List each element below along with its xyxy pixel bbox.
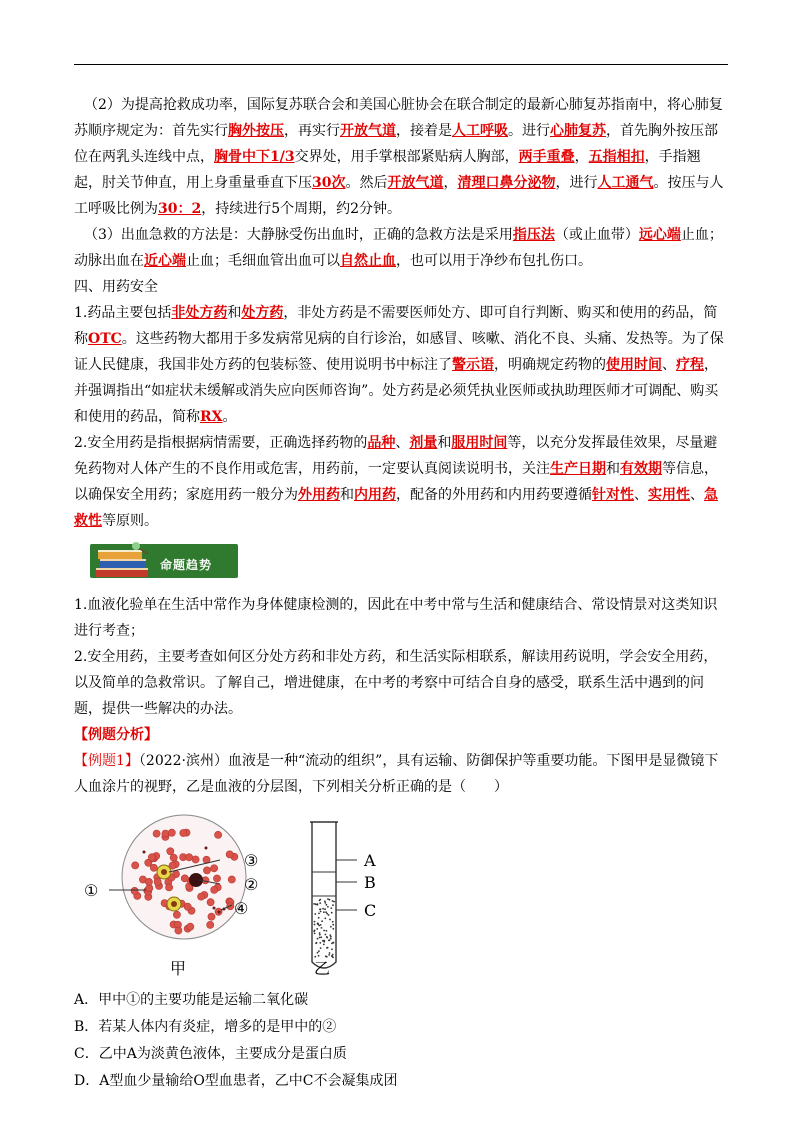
sediment-dot	[316, 928, 318, 930]
sediment-dot	[320, 911, 322, 913]
red-blood-cell	[167, 848, 174, 855]
sediment-dot	[324, 900, 326, 902]
keyword: 针对性	[592, 487, 634, 503]
sediment-dot	[322, 908, 324, 910]
books-icon	[90, 538, 160, 584]
text-run: ，首先胸外按压部位在两乳头连线中点，	[74, 123, 718, 165]
red-blood-cell	[192, 856, 199, 863]
sediment-dot	[317, 952, 319, 954]
keyword: 近心端	[144, 253, 186, 269]
paragraph-bleeding	[74, 222, 728, 274]
sediment-dot	[331, 948, 333, 950]
keyword: 清理口鼻分泌物	[457, 175, 556, 191]
text-run: 。进行	[508, 123, 550, 139]
test-tube	[310, 822, 357, 968]
text-run: 等，以充分发挥最佳效果，尽量避免药物对人体产生的不良作用或危害，用药前，一定要认真阅读说明书，关注	[74, 435, 718, 477]
keyword: 品种	[367, 435, 396, 451]
sediment-dot	[330, 907, 332, 909]
caption-yi: 乙	[314, 959, 331, 978]
sediment-dot	[314, 933, 316, 935]
keyword: OTC	[88, 331, 122, 347]
red-blood-cell	[132, 862, 139, 869]
sediment-dot	[317, 923, 319, 925]
text-run: ，	[574, 149, 589, 165]
badge-label: 命题趋势	[160, 558, 213, 572]
text-run: （2）为提高抢救成功率，国际复苏联合会和美国心脏协会在联合制定的最新心肺复苏指南中，将心肺复苏顺序规定为：首先实行	[74, 97, 723, 139]
red-blood-cell	[207, 921, 214, 928]
sediment-dot	[332, 924, 334, 926]
sediment-dot	[332, 954, 334, 956]
sediment-dot	[325, 934, 327, 936]
option-a: A．甲中①的主要功能是运输二氧化碳	[74, 992, 309, 1008]
sediment-dot	[321, 927, 323, 929]
red-blood-cell	[181, 875, 188, 882]
red-blood-cell	[226, 851, 233, 858]
figures	[74, 812, 728, 987]
option-d: D．A型血少量输给O型血患者，乙中C不会凝集成团	[74, 1073, 398, 1089]
keyword: 远心端	[638, 227, 681, 243]
sediment-dot	[324, 918, 326, 920]
sediment-dot	[317, 938, 319, 940]
keyword: 处方药	[241, 305, 284, 321]
text-run: 等原则。	[102, 513, 158, 529]
keyword: 开放气道	[340, 123, 396, 139]
keyword: 外用药	[298, 487, 340, 503]
label-4: ④	[234, 899, 249, 918]
option-b: B．若某人体内有炎症，增多的是甲中的②	[74, 1019, 337, 1035]
red-blood-cell	[228, 876, 235, 883]
red-blood-cell	[170, 854, 177, 861]
keyword: 有效期	[620, 461, 662, 477]
red-blood-cell	[153, 830, 160, 837]
red-blood-cell	[168, 829, 175, 836]
text-run: ，持续进行5个周期，约2分钟。	[201, 201, 402, 217]
text-run: ，	[443, 175, 458, 191]
heading-drug-safety: 四、用药安全	[74, 279, 158, 295]
keyword: 心肺复苏	[550, 123, 606, 139]
header-rule	[74, 64, 728, 65]
trend-point-2: 2.安全用药，主要考查如何区分处方药和非处方药，和生活实际相联系，解读用药说明，学会安全用药，以及简单的急救常识。了解自己，增进健康，在中考的考察中可结合自身的感受，联系生活中遇到的问题，提供一些解决的办法。	[74, 649, 718, 717]
option-c: C．乙中A为淡黄色液体，主要成分是蛋白质	[74, 1046, 347, 1062]
text-run: 止血；动脉出血在	[74, 227, 723, 269]
sediment-dot	[329, 934, 331, 936]
sediment-dot	[327, 906, 329, 908]
sediment-dot	[317, 903, 319, 905]
text-run: ，非处方药是不需要医师处方、即可自行判断、购买和使用的药品，简称	[74, 305, 718, 347]
keyword: 胸骨中下1/3	[214, 149, 295, 165]
text-run: 和	[227, 305, 242, 321]
red-blood-cell	[215, 831, 222, 838]
text-run: 止血；毛细血管出血可以	[186, 253, 340, 269]
text-run: 2.安全用药是指根据病情需要，正确选择药物的	[74, 435, 368, 451]
red-blood-cell	[154, 878, 161, 885]
red-blood-cell	[187, 923, 194, 930]
text-run: 。然后	[345, 175, 388, 191]
example-tag: 【例题1】	[74, 753, 139, 769]
sediment-dot	[323, 930, 325, 932]
sediment-dot	[324, 902, 326, 904]
sediment-dot	[329, 952, 331, 954]
red-blood-cell	[148, 854, 155, 861]
sediment-dot	[326, 937, 328, 939]
page-content	[74, 92, 728, 1095]
sediment-dot	[319, 900, 321, 902]
keyword: 实用性	[648, 487, 690, 503]
red-blood-cell	[145, 878, 152, 885]
keyword: 疗程	[676, 357, 704, 373]
red-blood-cell	[131, 887, 138, 894]
red-blood-cell	[184, 903, 191, 910]
sediment-dot	[313, 930, 315, 932]
sediment-dot	[326, 904, 328, 906]
sediment-dot	[319, 934, 321, 936]
keyword: 人工通气	[597, 175, 654, 191]
sediment-dot	[314, 924, 316, 926]
text-run: 、	[662, 357, 676, 373]
text-run: 。按压与人工呼吸比例为	[74, 175, 724, 217]
red-blood-cell	[175, 927, 182, 934]
sediment-dot	[333, 942, 335, 944]
label-C: C	[364, 901, 377, 920]
keyword: 五指相扣	[588, 149, 645, 165]
red-blood-cell	[173, 911, 180, 918]
text-run: 1.药品主要包括	[74, 305, 172, 321]
sediment-dot	[315, 903, 317, 905]
text-run: ，明确规定药物的	[494, 357, 606, 373]
example-heading: 【例题分析】	[74, 727, 158, 743]
paragraph-drug-types	[74, 300, 728, 430]
text-run: 和	[606, 461, 620, 477]
text-run: 、	[634, 487, 648, 503]
sediment-dot	[332, 928, 334, 930]
text-run: ，也可以用于净纱布包扎伤口。	[396, 253, 592, 269]
sediment-dot	[314, 921, 316, 923]
red-blood-cell	[203, 867, 210, 874]
text-run: ，进行	[555, 175, 598, 191]
keyword: 30次	[312, 175, 346, 191]
keyword: 警示语	[452, 357, 494, 373]
keyword: RX	[200, 409, 223, 425]
keyword: 人工呼吸	[452, 123, 508, 139]
sediment-dot	[319, 909, 321, 911]
label-3: ③	[244, 851, 259, 870]
caption-jia: 甲	[170, 959, 187, 978]
sediment-dot	[323, 944, 325, 946]
text-run: ，配备的外用药和内用药要遵循	[396, 487, 592, 503]
paragraph-safe-medication	[74, 430, 728, 534]
trend-badge	[90, 538, 238, 584]
label-B: B	[364, 873, 376, 892]
sediment-dot	[331, 912, 333, 914]
text-run: 等信息，以确保安全用药；家庭用药一般分为	[74, 461, 718, 503]
text-run: ，接着是	[396, 123, 452, 139]
paragraph-cpr	[74, 92, 728, 222]
red-blood-cell	[213, 875, 220, 882]
microscope-view	[109, 815, 249, 939]
keyword: 开放气道	[387, 175, 444, 191]
sediment-dot	[324, 908, 326, 910]
text-run: （3）出血急救的方法是：大静脉受伤出血时，正确的急救方法是采用	[84, 227, 513, 243]
sediment-dot	[332, 921, 334, 923]
sediment-dot	[313, 903, 315, 905]
sediment-dot	[330, 938, 332, 940]
sediment-dot	[320, 947, 322, 949]
sediment-dot	[323, 940, 325, 942]
text-run: ，并强调指出“如症状未缓解或消失应向医师咨询”。处方药是必须凭执业医师或执助理医师才可调配、购买和使用的药品，简称	[74, 357, 719, 425]
text-run: 。这些药物大都用于多发病常见病的自行诊治，如感冒、咳嗽、消化不良、头痛、发热等。为了保证人民健康，我国非处方药的包装标签、使用说明书中标注了	[74, 331, 724, 373]
sediment-dot	[333, 901, 335, 903]
label-2: ②	[244, 875, 259, 894]
red-blood-cell	[166, 884, 173, 891]
sediment-dot	[326, 913, 328, 915]
keyword: 生产日期	[550, 461, 606, 477]
sediment-dot	[319, 902, 321, 904]
sediment-dot	[319, 942, 321, 944]
sediment-dot	[321, 920, 323, 922]
sediment-dot	[329, 939, 331, 941]
sediment-dot	[314, 913, 316, 915]
keyword: 剂量	[409, 435, 438, 451]
keyword: 服用时间	[451, 435, 508, 451]
sediment-dot	[328, 914, 330, 916]
keyword: 非处方药	[171, 305, 228, 321]
sediment-dot	[332, 904, 334, 906]
red-blood-cell	[208, 913, 215, 920]
text-run: 、	[395, 435, 410, 451]
sediment-dot	[330, 936, 332, 938]
text-run: 和	[437, 435, 452, 451]
sediment-dot	[326, 947, 328, 949]
text-run: ，再实行	[284, 123, 340, 139]
text-run: 、	[690, 487, 704, 503]
trend-point-1: 1.血液化验单在生活中常作为身体健康检测的，因此在中考中常与生活和健康结合、常设情景对这类知识进行考查；	[74, 597, 718, 639]
label-A: A	[364, 851, 376, 870]
text-run: 。	[222, 409, 237, 425]
keyword: 两手重叠	[518, 149, 575, 165]
red-blood-cell	[186, 854, 193, 861]
keyword: 胸外按压	[228, 123, 284, 139]
label-1: ①	[84, 881, 99, 900]
text-run: 交界处，用手掌根部紧贴病人胸部，	[294, 149, 519, 165]
sediment-dot	[318, 913, 320, 915]
text-run: 和	[340, 487, 354, 503]
keyword: 内用药	[354, 487, 396, 503]
sediment-dot	[330, 926, 332, 928]
sediment-dot	[320, 924, 322, 926]
sediment-dot	[331, 955, 333, 957]
red-blood-cell	[207, 899, 214, 906]
sediment-dot	[329, 919, 331, 921]
keyword: 使用时间	[606, 357, 662, 373]
red-blood-cell	[198, 893, 205, 900]
keyword: 自然止血	[340, 253, 396, 269]
red-blood-cell	[211, 886, 218, 893]
sediment-dot	[319, 932, 321, 934]
sediment-dot	[326, 930, 328, 932]
keyword: 30：2	[158, 201, 202, 217]
keyword: 指压法	[512, 227, 555, 243]
sediment-dot	[318, 950, 320, 952]
example-text: （2022·滨州）血液是一种“流动的组织”，具有运输、防御保护等重要功能。下图甲是显微镜下人血涂片的视野，乙是血液的分层图，下列相关分析正确的是（ ）	[74, 753, 719, 795]
keyword: 急救性	[74, 487, 718, 529]
sediment-dot	[320, 936, 322, 938]
sediment-dot	[319, 937, 321, 939]
sediment-dot	[329, 899, 331, 901]
sediment-dot	[325, 911, 327, 913]
text-run: （或止血带）	[554, 227, 639, 243]
example-question	[74, 748, 728, 800]
sediment-dot	[318, 917, 320, 919]
red-blood-cell	[211, 865, 218, 872]
red-blood-cell	[150, 864, 157, 871]
sediment-dot	[323, 911, 325, 913]
red-blood-cell	[180, 829, 187, 836]
text-run: ，手指翘起，肘关节伸直，用上身重量垂直下压	[74, 149, 701, 191]
sediment-dot	[316, 942, 318, 944]
